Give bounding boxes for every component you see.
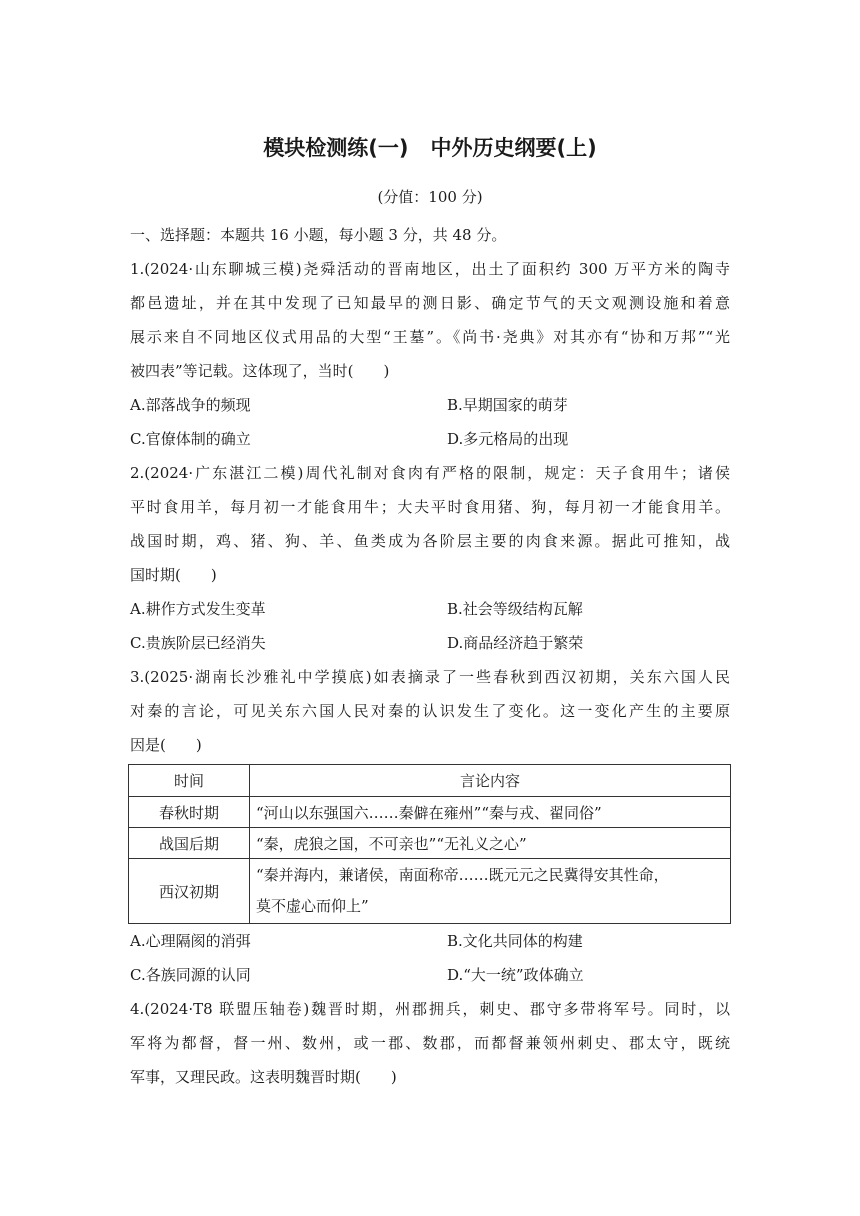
option-d[interactable]: D.商品经济趋于繁荣 xyxy=(447,634,584,652)
options-row xyxy=(130,422,730,456)
option-c[interactable]: C.官僚体制的确立 xyxy=(130,430,251,448)
table-header-period: 时间 xyxy=(129,765,250,797)
question-text-line: 军将为都督，督一州、数州，或一郡、数郡，而都督兼领州刺史、郡太守，既统 xyxy=(130,1034,730,1052)
table-cell-text: “河山以东强国六……秦僻在雍州”“秦与戎、翟同俗” xyxy=(250,797,731,828)
options-row xyxy=(130,924,730,958)
question-text-line: 2.(2024·广东湛江二模)周代礼制对食肉有严格的限制，规定：天子食用牛；诸侯 xyxy=(130,464,730,482)
option-c[interactable]: C.贵族阶层已经消失 xyxy=(130,634,266,652)
title-sub: 中外历史纲要(上) xyxy=(430,136,597,160)
table-cell-period: 西汉初期 xyxy=(129,859,250,924)
page-title xyxy=(0,132,860,162)
question-text-line: 平时食用羊，每月初一才能食用牛；大夫平时食用猪、狗，每月初一才能食用羊。 xyxy=(130,498,730,516)
question-text-line: 战国时期，鸡、猪、狗、羊、鱼类成为各阶层主要的肉食来源。据此可推知，战 xyxy=(130,532,730,550)
title-main: 模块检测练(一) xyxy=(263,136,409,160)
option-d[interactable]: D.多元格局的出现 xyxy=(447,430,569,448)
question-2 xyxy=(130,456,730,660)
question-text-line: 被四表”等记载。这体现了，当时( ) xyxy=(130,362,390,380)
table-cell-period: 战国后期 xyxy=(129,828,250,859)
options-row xyxy=(130,388,730,422)
table-row xyxy=(129,797,731,828)
table-row xyxy=(129,859,731,924)
question-text-line: 3.(2025·湖南长沙雅礼中学摸底)如表摘录了一些春秋到西汉初期，关东六国人民 xyxy=(130,668,730,686)
option-b[interactable]: B.文化共同体的构建 xyxy=(447,932,583,950)
options-row xyxy=(130,592,730,626)
question-text-line: 因是( ) xyxy=(130,736,202,754)
option-d[interactable]: D.“大一统”政体确立 xyxy=(447,966,584,984)
options-row xyxy=(130,958,730,992)
score-note: (分值：100 分) xyxy=(377,188,483,206)
table-cell-text: “秦，虎狼之国，不可亲也”“无礼义之心” xyxy=(250,828,731,859)
question-text-line: 展示来自不同地区仪式用品的大型“王墓”。《尚书·尧典》对其亦有“协和万邦”“光 xyxy=(130,328,730,346)
section-heading: 一、选择题：本题共 16 小题，每小题 3 分，共 48 分。 xyxy=(130,226,507,244)
options-row xyxy=(130,626,730,660)
question-text-line: 军事，又理民政。这表明魏晋时期( ) xyxy=(130,1068,397,1086)
table-cell-text-line: “秦并海内，兼诸侯，南面称帝……既元元之民冀得安其性命， xyxy=(256,866,669,884)
option-b[interactable]: B.早期国家的萌芽 xyxy=(447,396,568,414)
questions xyxy=(130,218,730,1094)
question-3 xyxy=(130,660,730,992)
question-1 xyxy=(130,252,730,456)
option-a[interactable]: A.耕作方式发生变革 xyxy=(130,600,266,618)
table-header-row xyxy=(129,765,731,797)
question-4 xyxy=(130,992,730,1094)
option-c[interactable]: C.各族同源的认同 xyxy=(130,966,251,984)
question-text-line: 都邑遗址，并在其中发现了已知最早的测日影、确定节气的天文观测设施和着意 xyxy=(130,294,730,312)
question-text-line: 对秦的言论，可见关东六国人民对秦的认识发生了变化。这一变化产生的主要原 xyxy=(130,702,730,720)
quote-table xyxy=(128,764,731,924)
table-row xyxy=(129,828,731,859)
option-b[interactable]: B.社会等级结构瓦解 xyxy=(447,600,583,618)
table-cell-text-line: 莫不虚心而仰上” xyxy=(256,897,369,915)
table-header-content: 言论内容 xyxy=(250,765,731,797)
option-a[interactable]: A.心理隔阂的消弭 xyxy=(130,932,251,950)
question-text-line: 4.(2024·T8 联盟压轴卷)魏晋时期，州郡拥兵，刺史、郡守多带将军号。同时，以 xyxy=(130,1000,730,1018)
question-text-line: 国时期( ) xyxy=(130,566,217,584)
table-cell-text xyxy=(250,859,731,924)
option-a[interactable]: A.部落战争的频现 xyxy=(130,396,251,414)
question-text-line: 1.(2024·山东聊城三模)尧舜活动的晋南地区，出土了面积约 300 万平方米的陶寺 xyxy=(130,260,730,278)
table-cell-period: 春秋时期 xyxy=(129,797,250,828)
